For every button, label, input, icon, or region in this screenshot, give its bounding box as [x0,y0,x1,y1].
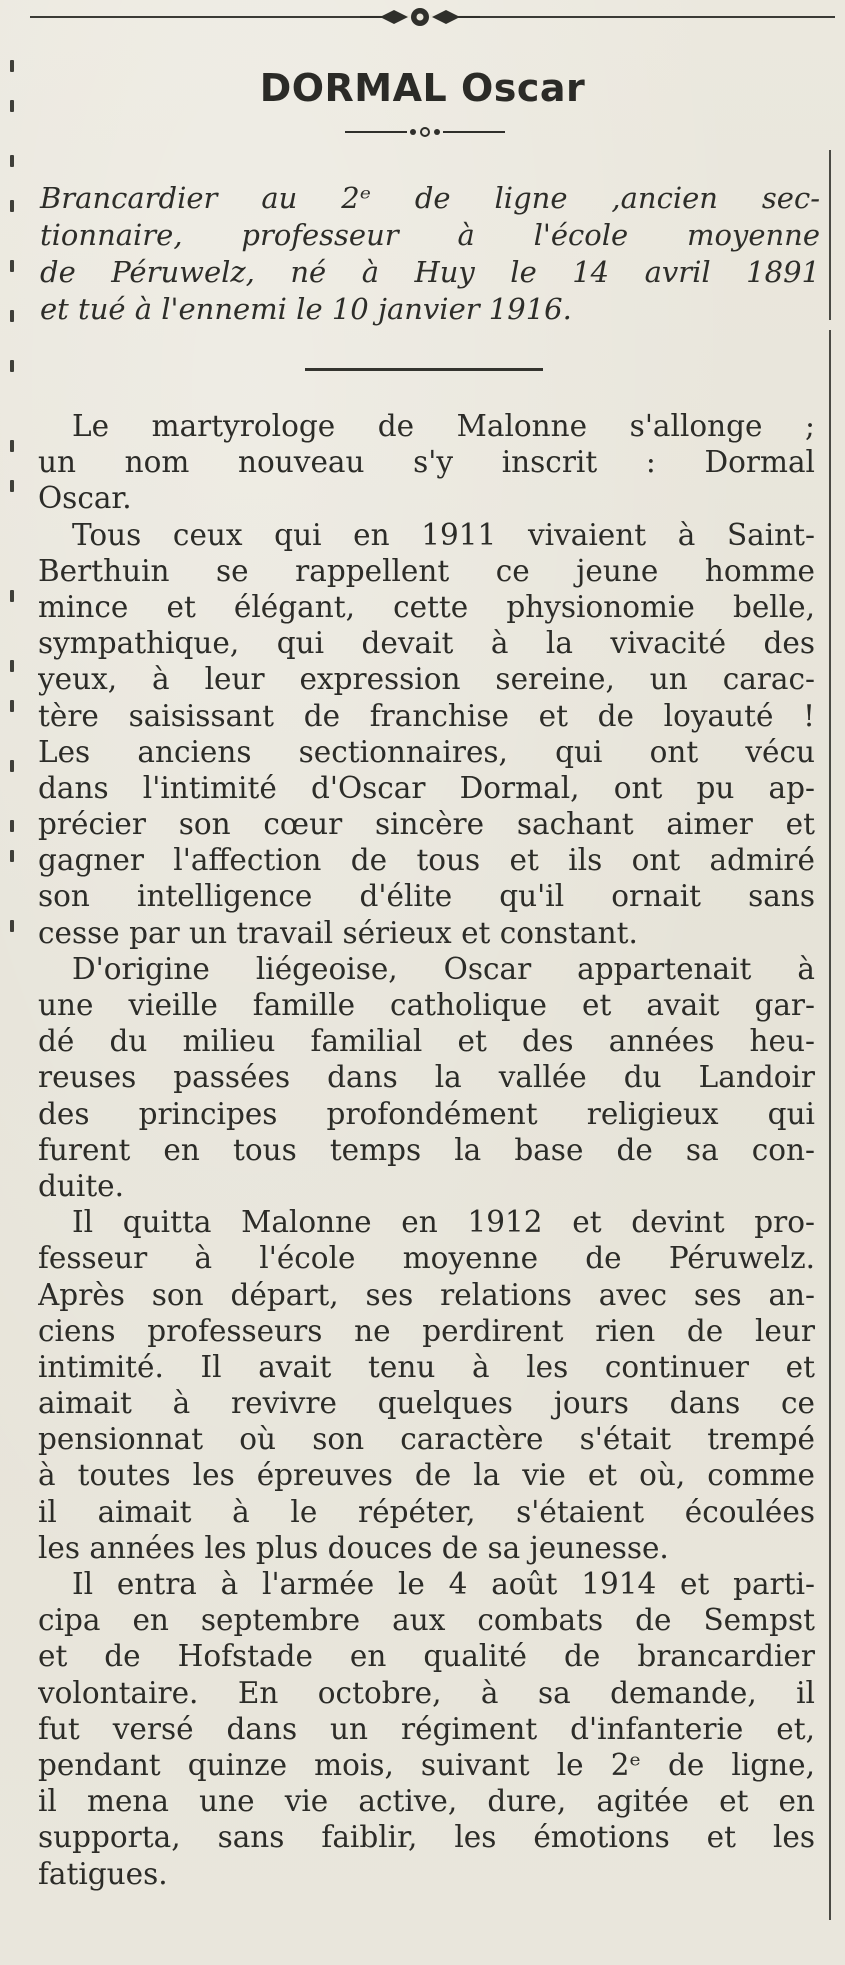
text-line: Berthuin se rappellent ce jeune homme [38,553,815,588]
text-line: un nom nouveau s'y inscrit : Dormal [38,445,815,480]
title-ornament-icon [345,125,505,139]
text-line: dé du milieu familial et des années heu- [38,1024,815,1059]
text-line: il aimait à le répéter, s'étaient écoulées [38,1494,815,1529]
subtitle [40,180,820,328]
subtitle-line: de Péruwelz, né à Huy le 14 avril 1891 [40,255,820,289]
text-line: intimité. Il avait tenu à les continuer et [38,1349,815,1384]
column-divider-upper [829,150,831,320]
text-line: gagner l'affection de tous et ils ont admiré [38,843,815,878]
text-line: à toutes les épreuves de la vie et où, comme [38,1458,815,1493]
text-line: Tous ceux qui en 1911 vivaient à Saint- [72,517,815,552]
text-line: D'origine liégeoise, Oscar appartenait à [72,951,815,986]
subtitle-line: Brancardier au 2ᵉ de ligne ,ancien sec- [40,181,820,215]
text-line: Les anciens sectionnaires, qui ont vécu [38,734,815,769]
paragraph-4 [38,1204,815,1566]
text-line: et de Hofstade en qualité de brancardier [38,1639,815,1674]
text-line: pensionnat où son caractère s'était trempé [38,1422,815,1457]
left-column-edge [10,60,12,1940]
text-line: précier son cœur sincère sachant aimer et [38,807,815,842]
text-line: yeux, à leur expression sereine, un carac- [38,662,815,697]
text-line: Après son départ, ses relations avec ses an- [38,1277,815,1312]
subtitle-line: tionnaire, professeur à l'école moyenne [40,218,820,252]
text-line: cesse par un travail sérieux et constant. [38,915,638,950]
paragraph-2 [38,517,815,951]
text-line: furent en tous temps la base de sa con- [38,1132,815,1167]
text-line: Le martyrologe de Malonne s'allonge ; [72,409,815,443]
text-line: supporta, sans faiblir, les émotions et les [38,1820,815,1855]
text-line: ciens professeurs ne perdirent rien de leur [38,1313,815,1348]
paragraph-1 [38,408,815,517]
text-line: dans l'intimité d'Oscar Dormal, ont pu ap- [38,770,815,805]
text-line: Oscar. [38,481,132,516]
text-line: Il quitta Malonne en 1912 et devint pro- [72,1205,815,1240]
column-divider [829,330,831,1920]
article-body [38,408,815,1892]
text-line: tère saisissant de franchise et de loyauté ! [38,698,815,733]
text-line: des principes profondément religieux qui [38,1096,815,1131]
top-ornament-icon [360,4,480,30]
text-line: pendant quinze mois, suivant le 2ᵉ de ligne, [38,1747,815,1782]
text-line: sympathique, qui devait à la vivacité des [38,626,815,661]
text-line: il mena une vie active, dure, agitée et en [38,1784,815,1819]
section-divider [305,368,543,371]
text-line: Il entra à l'armée le 4 août 1914 et parti- [72,1567,815,1601]
text-line: les années les plus douces de sa jeunesse. [38,1530,669,1565]
text-line: fatigues. [38,1856,168,1891]
paragraph-3 [38,951,815,1204]
paragraph-5 [38,1566,815,1892]
page-title: DORMAL Oscar [259,66,586,110]
text-line: fut versé dans un régiment d'infanterie et, [38,1711,815,1746]
text-line: volontaire. En octobre, à sa demande, il [38,1675,815,1710]
text-line: fesseur à l'école moyenne de Péruwelz. [38,1241,815,1276]
text-line: mince et élégant, cette physionomie belle, [38,589,815,624]
text-line: reuses passées dans la vallée du Landoir [38,1060,815,1095]
text-line: son intelligence d'élite qu'il ornait sans [38,879,815,914]
text-line: cipa en septembre aux combats de Sempst [38,1603,815,1638]
text-line: une vieille famille catholique et avait gar- [38,988,815,1022]
subtitle-line: et tué à l'ennemi le 10 janvier 1916. [40,292,572,326]
text-line: duite. [38,1168,125,1203]
text-line: aimait à revivre quelques jours dans ce [38,1386,815,1421]
